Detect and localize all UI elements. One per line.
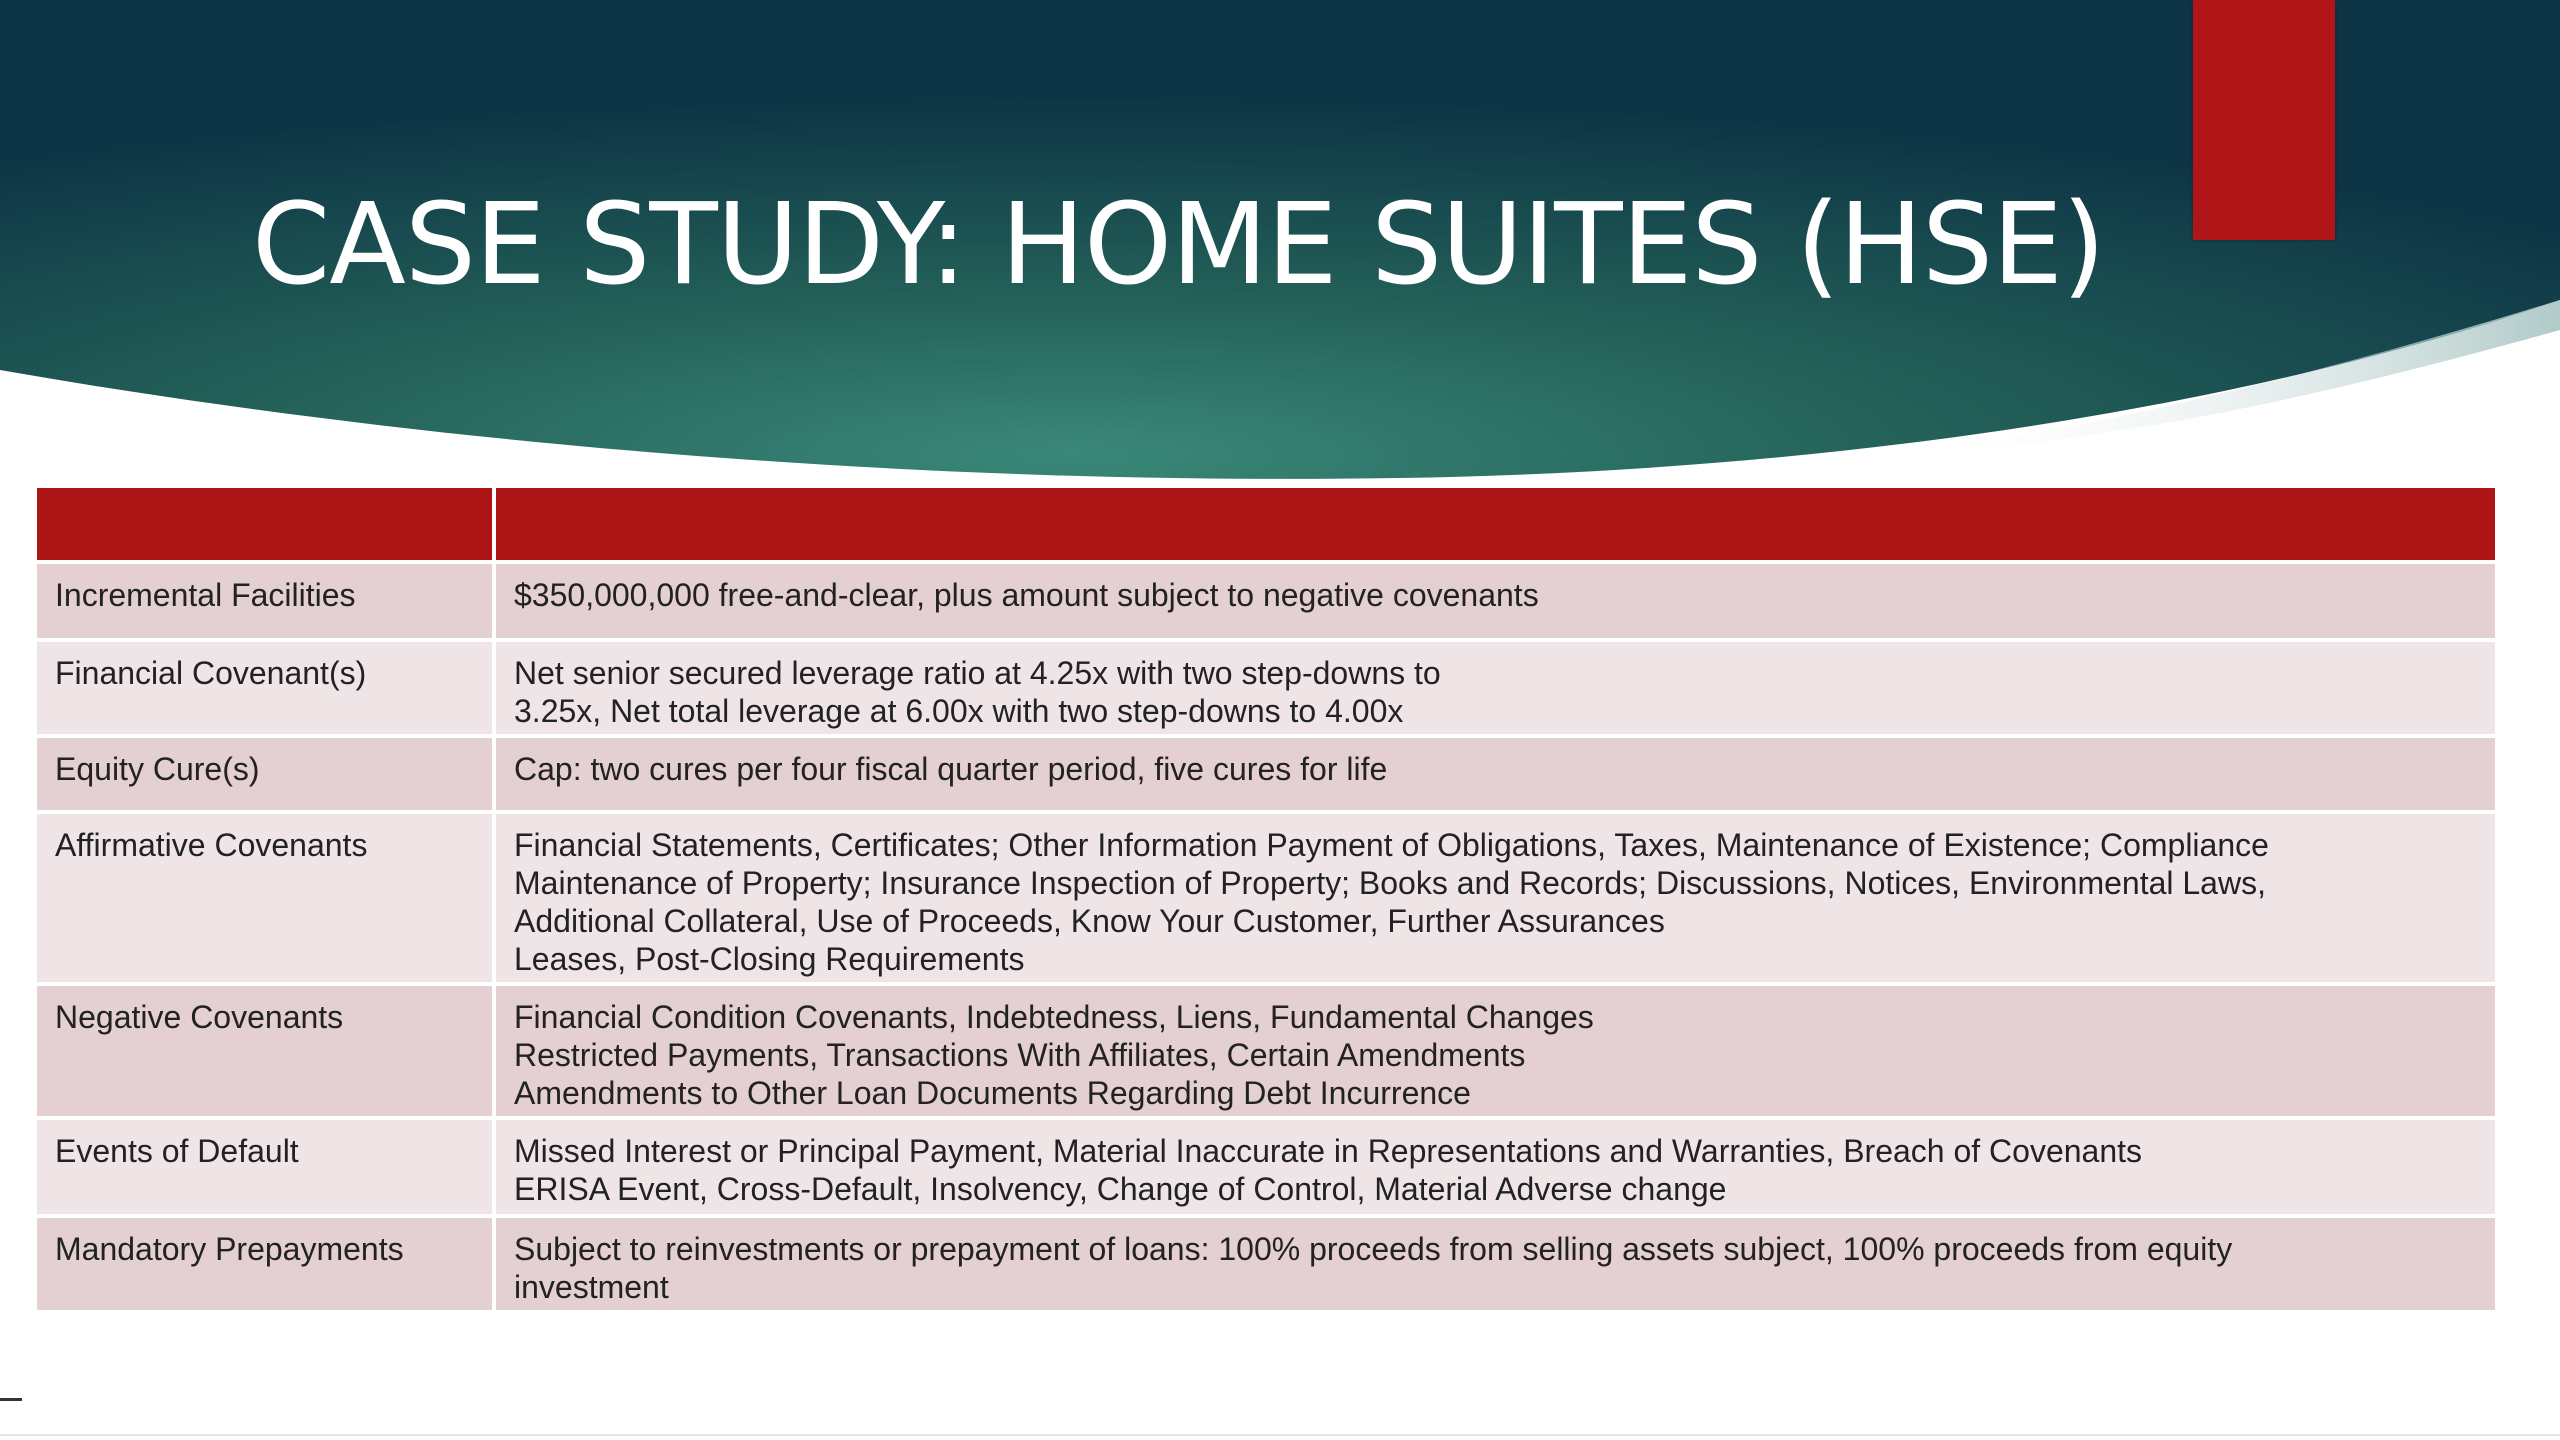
slide-title: CASE STUDY: HOME SUITES (HSE) <box>252 180 2105 310</box>
row-value: Financial Statements, Certificates; Other Information Payment of Obligations, Taxes, Maintenance of Existence; Compliance Maintenance of Property; Insurance Inspection of Property; Books and Records; Discussions, Notices, Environmental Laws, Additional Collateral, Use of Proceeds, Know Your Customer, Further Assurances Leases, Post-Closing Requirements <box>514 827 2269 977</box>
row-label: Financial Covenant(s) <box>55 655 367 691</box>
table-row <box>37 1218 2495 1310</box>
table-row <box>37 814 2495 982</box>
row-label: Mandatory Prepayments <box>55 1231 404 1267</box>
row-label: Equity Cure(s) <box>55 751 260 787</box>
bottom-divider <box>0 1434 2560 1436</box>
row-value: $350,000,000 free-and-clear, plus amount subject to negative covenants <box>514 577 1539 613</box>
table-row <box>37 564 2495 638</box>
table-row <box>37 1120 2495 1214</box>
row-value: Cap: two cures per four fiscal quarter period, five cures for life <box>514 751 1388 787</box>
row-value: Financial Condition Covenants, Indebtedness, Liens, Fundamental Changes Restricted Payments, Transactions With Affiliates, Certain Amendments Amendments to Other Loan Documents Regarding Debt Incurrence <box>514 999 1594 1111</box>
cursor-marker <box>0 1398 22 1401</box>
row-value: Subject to reinvestments or prepayment of loans: 100% proceeds from selling assets subject, 100% proceeds from equity investment <box>514 1231 2233 1305</box>
table-header-cell <box>496 488 2495 560</box>
row-label: Incremental Facilities <box>55 577 356 613</box>
accent-red-tab <box>2193 0 2335 240</box>
table-header-cell <box>37 488 492 560</box>
row-label: Events of Default <box>55 1133 299 1169</box>
row-label: Affirmative Covenants <box>55 827 368 863</box>
row-label: Negative Covenants <box>55 999 344 1035</box>
table-row <box>37 642 2495 734</box>
row-value: Missed Interest or Principal Payment, Material Inaccurate in Representations and Warranties, Breach of Covenants ERISA Event, Cross-Default, Insolvency, Change of Control, Material Adverse change <box>514 1133 2143 1207</box>
row-value: Net senior secured leverage ratio at 4.25x with two step-downs to 3.25x, Net total leverage at 6.00x with two step-downs to 4.00x <box>514 655 1441 729</box>
table-row <box>37 738 2495 810</box>
table-header-row <box>37 488 2495 560</box>
table-row <box>37 986 2495 1116</box>
terms-table <box>37 488 2495 1314</box>
